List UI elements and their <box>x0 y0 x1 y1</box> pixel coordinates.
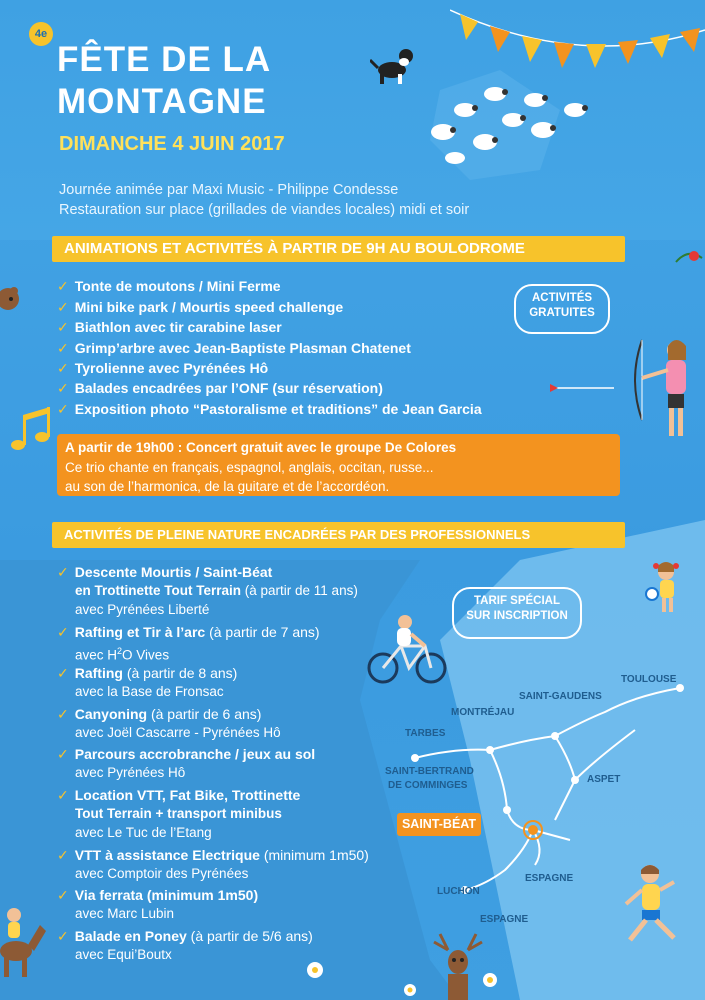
activity-item: ✓ Canyoning (à partir de 6 ans) <box>57 706 262 722</box>
animation-item: ✓ Balades encadrées par l’ONF (sur réservation) <box>57 380 383 396</box>
check-icon: ✓ <box>57 928 69 944</box>
check-icon: ✓ <box>57 887 69 903</box>
saint-beat-badge: SAINT-BÉAT <box>397 813 481 836</box>
arrow-illustration <box>550 383 620 393</box>
map-label-toulouse: TOULOUSE <box>621 674 677 685</box>
check-icon: ✓ <box>57 360 69 376</box>
check-icon: ✓ <box>57 746 69 762</box>
check-icon: ✓ <box>57 401 69 417</box>
activity-subline: en Trottinette Tout Terrain (à partir de 11 ans) <box>75 583 358 598</box>
activity-item: ✓ Location VTT, Fat Bike, Trottinette <box>57 787 301 803</box>
activity-provider: avec Equi’Boutx <box>75 947 172 962</box>
check-icon: ✓ <box>57 319 69 335</box>
bear-icon <box>0 285 28 313</box>
activity-item: ✓ Balade en Poney (à partir de 5/6 ans) <box>57 928 313 944</box>
child-illustration <box>640 560 690 618</box>
sheep-flock-illustration <box>425 80 595 170</box>
animation-item: ✓ Grimp’arbre avec Jean-Baptiste Plasman Chatenet <box>57 340 411 356</box>
check-icon: ✓ <box>57 278 69 294</box>
check-icon: ✓ <box>57 380 69 396</box>
activity-subline: Tout Terrain + transport minibus <box>75 806 282 821</box>
special-tariff-badge: TARIF SPÉCIAL SUR INSCRIPTION <box>452 587 582 639</box>
map-label-saint-bertrand: SAINT-BERTRAND <box>385 766 474 777</box>
runner-illustration <box>610 860 695 960</box>
concert-desc-2: au son de l’harmonica, de la guitare et de l’accordéon. <box>65 479 390 494</box>
map-label-espagne-2: ESPAGNE <box>480 914 529 925</box>
activity-item: ✓ Descente Mourtis / Saint-Béat <box>57 564 273 580</box>
check-icon: ✓ <box>57 299 69 315</box>
map-label-montrejau: MONTRÉJAU <box>451 707 515 718</box>
map-label-luchon: LUCHON <box>437 886 480 897</box>
concert-desc-1: Ce trio chante en français, espagnol, anglais, occitan, russe... <box>65 460 434 475</box>
animation-item: ✓ Exposition photo “Pastoralisme et traditions” de Jean Garcia <box>57 401 482 417</box>
check-icon: ✓ <box>57 340 69 356</box>
page-title-line1: FÊTE DE LA <box>57 40 272 79</box>
activity-provider: avec la Base de Fronsac <box>75 684 224 699</box>
activity-item: ✓ Parcours accrobranche / jeux au sol <box>57 746 316 762</box>
activity-provider: avec Pyrénées Liberté <box>75 602 210 617</box>
activity-item: ✓ Rafting (à partir de 8 ans) <box>57 665 238 681</box>
activity-provider: avec Joël Cascarre - Pyrénées Hô <box>75 725 281 740</box>
music-notes-icon <box>8 405 56 457</box>
concert-title: A partir de 19h00 : Concert gratuit avec le groupe De Colores <box>65 440 457 455</box>
section-animations-banner: ANIMATIONS ET ACTIVITÉS À PARTIR DE 9H AU BOULODROME <box>52 236 625 262</box>
map-label-espagne-1: ESPAGNE <box>525 873 574 884</box>
activity-provider: avec $H^2O$ Vives <box>75 646 170 663</box>
animation-item: ✓ Biathlon avec tir carabine laser <box>57 319 282 335</box>
map-label-comminges: DE COMMINGES <box>388 780 468 791</box>
intro-line-2: Restauration sur place (grillades de viandes locales) midi et soir <box>59 202 470 218</box>
activity-provider: avec Pyrénées Hô <box>75 765 186 780</box>
archer-illustration <box>630 330 700 445</box>
check-icon: ✓ <box>57 624 69 640</box>
map-label-aspet: ASPET <box>587 774 621 785</box>
check-icon: ✓ <box>57 706 69 722</box>
check-icon: ✓ <box>57 665 69 681</box>
flower-icon <box>672 244 705 270</box>
section-nature-banner: ACTIVITÉS DE PLEINE NATURE ENCADRÉES PAR DES PROFESSIONNELS <box>52 522 625 548</box>
activity-item: ✓ Via ferrata (minimum 1m50) <box>57 887 259 903</box>
activity-item: ✓ Rafting et Tir à l’arc (à partir de 7 ans) <box>57 624 320 640</box>
map-label-saint-gaudens: SAINT-GAUDENS <box>519 691 602 702</box>
flowers-decoration <box>290 950 530 1000</box>
event-date: DIMANCHE 4 JUIN 2017 <box>59 133 285 155</box>
check-icon: ✓ <box>57 847 69 863</box>
activity-item: ✓ VTT à assistance Electrique (minimum 1m50) <box>57 847 369 863</box>
sheepdog-illustration <box>370 40 418 88</box>
activity-provider: avec Marc Lubin <box>75 906 175 921</box>
free-activities-badge: ACTIVITÉS GRATUITES <box>514 284 610 334</box>
page-title-line2: MONTAGNE <box>57 82 267 121</box>
animation-item: ✓ Mini bike park / Mourtis speed challenge <box>57 299 344 315</box>
bunting-flags <box>450 0 705 90</box>
check-icon: ✓ <box>57 787 69 803</box>
activity-provider: avec Le Tuc de l’Etang <box>75 825 212 840</box>
activity-provider: avec Comptoir des Pyrénées <box>75 866 249 881</box>
animation-item: ✓ Tyrolienne avec Pyrénées Hô <box>57 360 269 376</box>
edition-badge: 4e <box>29 22 53 46</box>
animation-item: ✓ Tonte de moutons / Mini Ferme <box>57 278 281 294</box>
pony-illustration <box>0 905 48 985</box>
intro-line-1: Journée animée par Maxi Music - Philippe Condesse <box>59 182 399 198</box>
check-icon: ✓ <box>57 564 69 580</box>
map-label-tarbes: TARBES <box>405 728 446 739</box>
